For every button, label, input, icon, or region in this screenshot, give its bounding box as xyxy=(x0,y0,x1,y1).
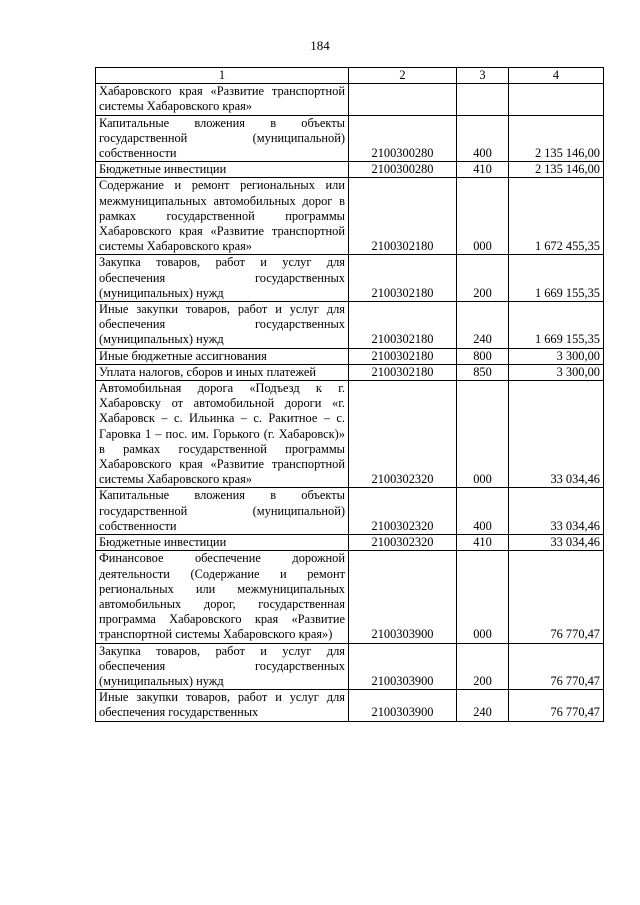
table-row xyxy=(96,84,604,115)
row-type-cell: 850 xyxy=(457,364,509,380)
column-header-amount: 4 xyxy=(509,68,604,84)
row-amount-cell: 1 669 155,35 xyxy=(509,255,604,302)
row-code-cell: 2100302180 xyxy=(349,255,457,302)
row-amount-cell: 33 034,46 xyxy=(509,535,604,551)
row-type-cell: 240 xyxy=(457,302,509,349)
table-row xyxy=(96,348,604,364)
page-number: 184 xyxy=(310,38,330,53)
table-body xyxy=(96,68,604,722)
row-type-cell xyxy=(457,84,509,115)
row-type-cell: 800 xyxy=(457,348,509,364)
row-name-cell: Финансовое обеспечение дорожной деятельности (Содержание и ремонт региональных или межмуниципальных автомобильных дорог, государственная программа Хабаровского края «Развитие транспортной системы Хабаровского края») xyxy=(96,551,349,643)
table-row xyxy=(96,488,604,535)
row-amount-cell: 2 135 146,00 xyxy=(509,115,604,162)
row-name-cell: Автомобильная дорога «Подъезд к г. Хабаровску от автомобильной дороги «г. Хабаровск – с. Ильинка – с. Ракитное – с. Гаровка 1 – пос. им. Горького (г. Хабаровск)» в рамках государственной программы Хабаровского края «Развитие транспортной системы Хабаровского края» xyxy=(96,381,349,488)
row-amount-cell: 3 300,00 xyxy=(509,348,604,364)
table-row xyxy=(96,255,604,302)
column-header-name: 1 xyxy=(96,68,349,84)
row-name-cell: Капитальные вложения в объекты государственной (муниципальной) собственности xyxy=(96,115,349,162)
row-type-cell: 000 xyxy=(457,178,509,255)
row-amount-cell: 1 672 455,35 xyxy=(509,178,604,255)
column-header-code: 2 xyxy=(349,68,457,84)
table-row xyxy=(96,115,604,162)
row-type-cell: 200 xyxy=(457,255,509,302)
row-amount-cell: 33 034,46 xyxy=(509,381,604,488)
row-name-cell: Хабаровского края «Развитие транспортной системы Хабаровского края» xyxy=(96,84,349,115)
row-code-cell: 2100303900 xyxy=(349,643,457,690)
budget-table xyxy=(95,67,604,722)
row-name-cell: Закупка товаров, работ и услуг для обеспечения государственных (муниципальных) нужд xyxy=(96,643,349,690)
row-code-cell: 2100302180 xyxy=(349,348,457,364)
row-amount-cell: 33 034,46 xyxy=(509,488,604,535)
row-amount-cell: 1 669 155,35 xyxy=(509,302,604,349)
table-row xyxy=(96,551,604,643)
row-code-cell: 2100302180 xyxy=(349,178,457,255)
row-amount-cell: 76 770,47 xyxy=(509,690,604,721)
row-amount-cell: 2 135 146,00 xyxy=(509,162,604,178)
table-row xyxy=(96,302,604,349)
row-type-cell: 410 xyxy=(457,162,509,178)
row-name-cell: Уплата налогов, сборов и иных платежей xyxy=(96,364,349,380)
table-row xyxy=(96,643,604,690)
table-row xyxy=(96,364,604,380)
row-name-cell: Иные бюджетные ассигнования xyxy=(96,348,349,364)
row-name-cell: Содержание и ремонт региональных или межмуниципальных автомобильных дорог в рамках государственной программы Хабаровского края «Развитие транспортной системы Хабаровского края» xyxy=(96,178,349,255)
table-row xyxy=(96,162,604,178)
row-name-cell: Закупка товаров, работ и услуг для обеспечения государственных (муниципальных) нужд xyxy=(96,255,349,302)
row-type-cell: 200 xyxy=(457,643,509,690)
row-name-cell: Иные закупки товаров, работ и услуг для обеспечения государственных (муниципальных) нужд xyxy=(96,302,349,349)
column-header-type: 3 xyxy=(457,68,509,84)
row-code-cell: 2100303900 xyxy=(349,551,457,643)
table-row xyxy=(96,178,604,255)
table-row xyxy=(96,535,604,551)
row-amount-cell: 3 300,00 xyxy=(509,364,604,380)
row-type-cell: 000 xyxy=(457,381,509,488)
row-code-cell: 2100300280 xyxy=(349,162,457,178)
row-code-cell: 2100302180 xyxy=(349,302,457,349)
row-amount-cell: 76 770,47 xyxy=(509,551,604,643)
row-type-cell: 410 xyxy=(457,535,509,551)
row-type-cell: 400 xyxy=(457,488,509,535)
row-code-cell xyxy=(349,84,457,115)
row-name-cell: Бюджетные инвестиции xyxy=(96,535,349,551)
table-row xyxy=(96,381,604,488)
row-code-cell: 2100303900 xyxy=(349,690,457,721)
row-type-cell: 400 xyxy=(457,115,509,162)
row-code-cell: 2100302320 xyxy=(349,488,457,535)
row-code-cell: 2100302320 xyxy=(349,381,457,488)
row-name-cell: Капитальные вложения в объекты государственной (муниципальной) собственности xyxy=(96,488,349,535)
row-name-cell: Бюджетные инвестиции xyxy=(96,162,349,178)
table-row xyxy=(96,690,604,721)
row-type-cell: 240 xyxy=(457,690,509,721)
row-name-cell: Иные закупки товаров, работ и услуг для обеспечения государственных xyxy=(96,690,349,721)
row-code-cell: 2100302180 xyxy=(349,364,457,380)
row-amount-cell: 76 770,47 xyxy=(509,643,604,690)
table-header-row xyxy=(96,68,604,84)
row-code-cell: 2100302320 xyxy=(349,535,457,551)
row-type-cell: 000 xyxy=(457,551,509,643)
row-amount-cell xyxy=(509,84,604,115)
row-code-cell: 2100300280 xyxy=(349,115,457,162)
